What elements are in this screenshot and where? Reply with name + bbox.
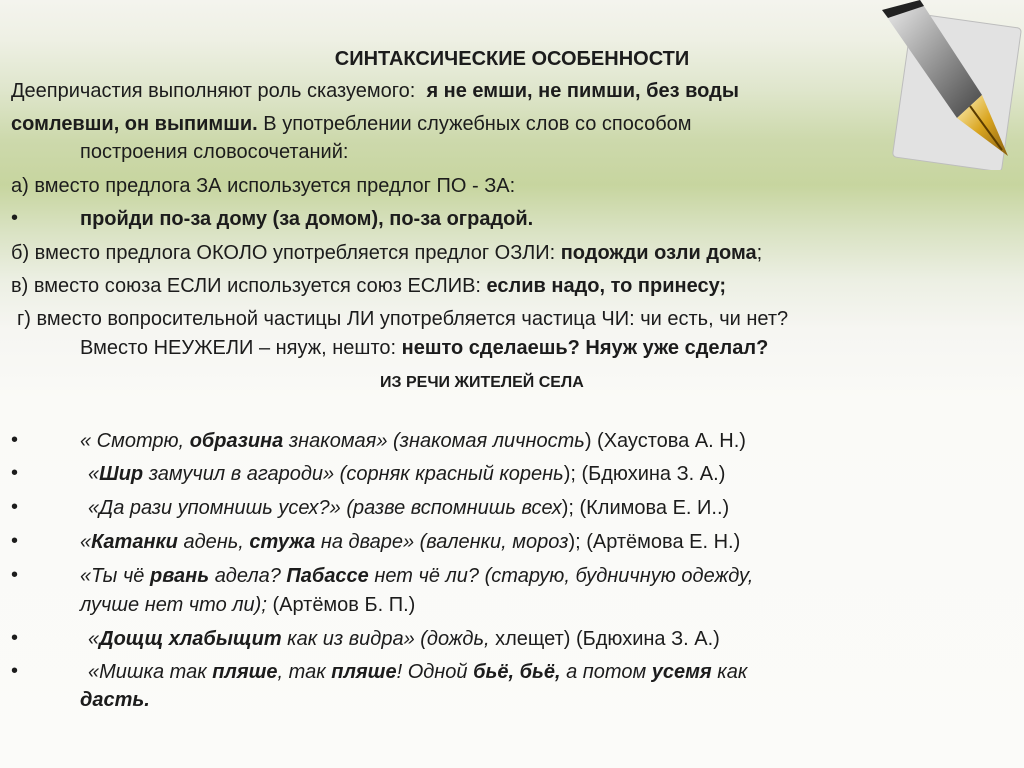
- item-b: [11, 241, 762, 265]
- item-a-example: пройди по-за дому (за домом), по-за оградой.: [80, 208, 534, 230]
- text: «: [88, 628, 100, 650]
- example: нешто сделаешь? Няуж уже сделал?: [401, 337, 769, 359]
- text: « Смотрю,: [80, 430, 185, 452]
- fountain-pen-icon: [862, 0, 1024, 170]
- author: ); (Артёмова Е. Н.): [568, 531, 741, 553]
- text: адень,: [183, 531, 244, 553]
- quote-2: [88, 462, 725, 486]
- dialect-word: усемя: [651, 661, 712, 683]
- text: В употреблении служебных слов со способом: [263, 113, 692, 135]
- quote-5-line1: [80, 564, 753, 588]
- text: «: [80, 531, 92, 553]
- text: «Мишка так: [88, 661, 207, 683]
- bullet: •: [11, 207, 19, 229]
- text: замучил в агароди» (сорняк красный корень: [148, 463, 564, 485]
- item-g-line2: [80, 336, 768, 360]
- text: в) вместо союза ЕСЛИ используется союз ЕСЛИВ:: [11, 275, 481, 297]
- author: ); (Бдюхина З. А.): [563, 463, 726, 485]
- text: ;: [756, 242, 763, 264]
- bullet: •: [11, 660, 19, 682]
- author: ) (Хаустова А. Н.): [584, 430, 746, 452]
- text: а потом: [566, 661, 647, 683]
- dialect-word: Пабассе: [286, 565, 369, 587]
- dialect-word: стужа: [249, 531, 316, 553]
- example: подожди озли дома: [560, 242, 757, 264]
- text: как из видра» (дождь,: [287, 628, 490, 650]
- dialect-word: Катанки: [91, 531, 178, 553]
- dialect-word: пляше: [331, 661, 397, 683]
- bullet: •: [11, 462, 19, 484]
- text: лучше нет что ли);: [80, 594, 267, 616]
- item-a: а) вместо предлога ЗА используется предлог ПО - ЗА:: [11, 175, 516, 197]
- example: сомлевши, он выпимши.: [11, 113, 258, 135]
- dialect-word: Дощщ хлабыщит: [99, 628, 282, 650]
- dialect-word: рвань: [150, 565, 210, 587]
- text: ! Одной: [396, 661, 468, 683]
- quote-1: [80, 429, 746, 453]
- text: адела?: [214, 565, 281, 587]
- bullet: •: [11, 496, 19, 518]
- section-subtitle: ИЗ РЕЧИ ЖИТЕЛЕЙ СЕЛА: [380, 374, 584, 391]
- item-g-line1: г) вместо вопросительной частицы ЛИ употребляется частица ЧИ: чи есть, чи нет?: [17, 308, 789, 330]
- text: «: [88, 463, 100, 485]
- paragraph-gerunds-line3: построения словосочетаний:: [80, 141, 349, 163]
- author: (Артёмов Б. П.): [272, 594, 416, 616]
- quote-4: [80, 530, 740, 554]
- dialect-word: Шир: [99, 463, 144, 485]
- bullet: •: [11, 627, 19, 649]
- text: как: [717, 661, 748, 683]
- text: нет чё ли? (старую, будничную одежду,: [374, 565, 754, 587]
- example: я не емши, не пимши, без воды: [426, 80, 739, 102]
- text: «Ты чё: [80, 565, 145, 587]
- bullet: •: [11, 429, 19, 451]
- dialect-word: бьё, бьё,: [473, 661, 561, 683]
- item-v: [11, 274, 726, 298]
- text: , так: [277, 661, 326, 683]
- quote-7-line2: дасть.: [80, 689, 150, 711]
- example: еслив надо, то принесу;: [486, 275, 727, 297]
- text: Вместо НЕУЖЕЛИ – няуж, нешто:: [80, 337, 397, 359]
- author: ); (Климова Е. И..): [561, 497, 730, 519]
- text: Деепричастия выполняют роль сказуемого:: [11, 80, 416, 102]
- paragraph-gerunds-line1: [11, 79, 739, 103]
- bullet: •: [11, 564, 19, 586]
- dialect-word: пляше: [212, 661, 278, 683]
- text: «Да рази упомнишь усех?» (разве вспомнишь всех: [88, 497, 562, 519]
- text: на дваре» (валенки, мороз: [320, 531, 569, 553]
- quote-7-line1: [88, 660, 747, 684]
- page-title: СИНТАКСИЧЕСКИЕ ОСОБЕННОСТИ: [334, 48, 690, 70]
- quote-3: [88, 496, 729, 520]
- paragraph-gerunds-line2: [11, 112, 692, 136]
- text: знакомая» (знакомая личность: [288, 430, 585, 452]
- quote-6: [88, 627, 720, 651]
- quote-5-line2: [80, 593, 415, 617]
- author: хлещет) (Бдюхина З. А.): [495, 628, 720, 650]
- text: б) вместо предлога ОКОЛО употребляется предлог ОЗЛИ:: [11, 242, 556, 264]
- bullet: •: [11, 530, 19, 552]
- dialect-word: образина: [189, 430, 284, 452]
